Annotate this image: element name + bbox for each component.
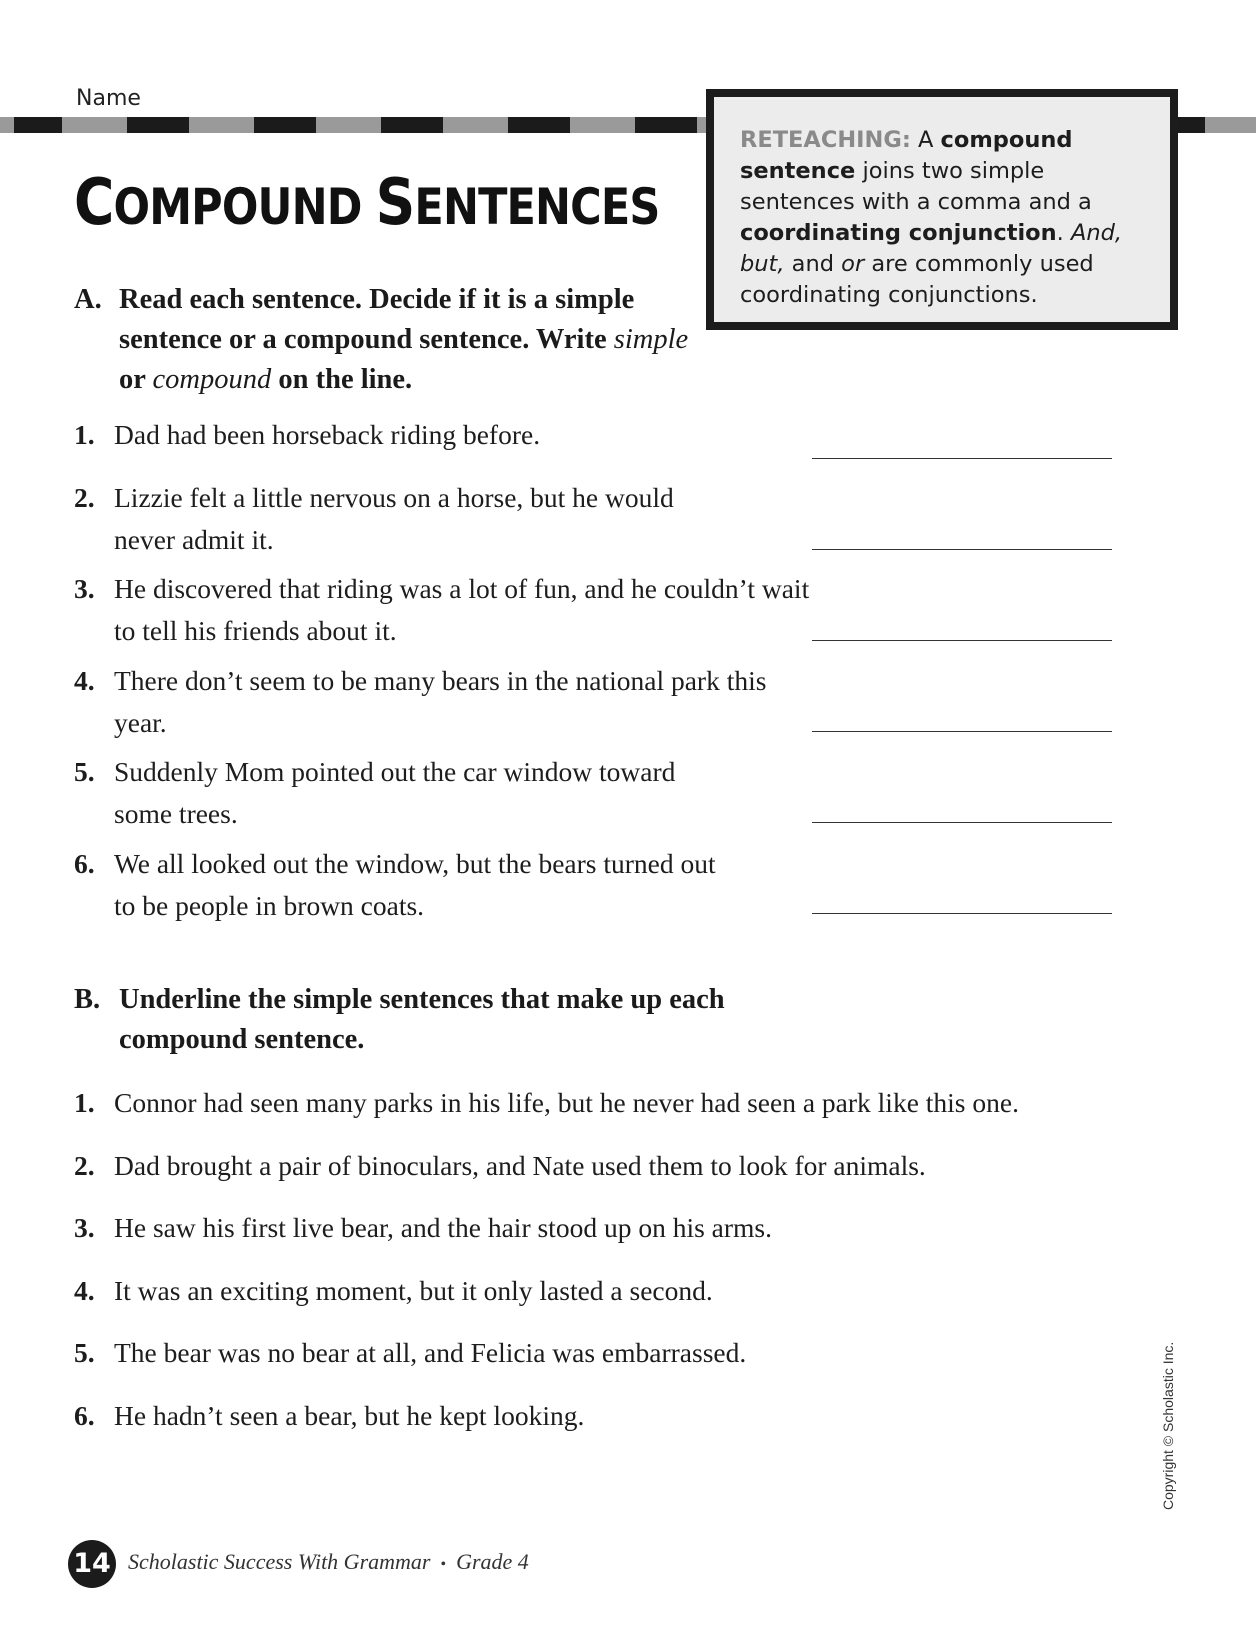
item-text: Dad had been horseback riding before. bbox=[114, 419, 541, 450]
reteaching-text-1: A bbox=[910, 127, 941, 153]
section-a-item bbox=[74, 477, 714, 561]
item-text: There don’t seem to be many bears in the national park this year. bbox=[114, 665, 767, 738]
item-number: 1. bbox=[74, 1087, 95, 1118]
answer-line-2[interactable] bbox=[812, 549, 1112, 550]
answer-line-5[interactable] bbox=[812, 822, 1112, 823]
reteaching-text-3: . bbox=[1056, 220, 1071, 246]
header-stripe-cap bbox=[0, 117, 14, 133]
item-number: 5. bbox=[74, 756, 95, 787]
item-text: Suddenly Mom pointed out the car window toward some trees. bbox=[114, 756, 676, 829]
reteaching-tag: RETEACHING: bbox=[740, 127, 911, 153]
title-rest-1: OMPOUND bbox=[113, 178, 376, 236]
reteaching-term-conjunction: coordinating conjunction bbox=[740, 220, 1057, 246]
reteaching-box bbox=[706, 89, 1178, 330]
item-number: 1. bbox=[74, 419, 95, 450]
title-rest-2: ENTENCES bbox=[414, 178, 660, 236]
item-text[interactable]: Dad brought a pair of binoculars, and Nate used them to look for animals. bbox=[114, 1150, 926, 1181]
reteaching-text-5: are commonly used coordinating conjunctions. bbox=[740, 251, 1094, 308]
section-a-item bbox=[74, 660, 774, 744]
name-label: Name bbox=[76, 86, 141, 111]
item-number: 2. bbox=[74, 482, 95, 513]
item-text[interactable]: Connor had seen many parks in his life, but he never had seen a park like this one. bbox=[114, 1087, 1019, 1118]
footer-grade: Grade 4 bbox=[456, 1549, 529, 1574]
section-a-word-simple: simple bbox=[613, 324, 689, 355]
copyright-notice: Copyright © Scholastic Inc. bbox=[1160, 1341, 1176, 1510]
section-b-item[interactable] bbox=[74, 1083, 1019, 1123]
item-number: 5. bbox=[74, 1337, 95, 1368]
item-number: 2. bbox=[74, 1150, 95, 1181]
footer-bullet: • bbox=[440, 1556, 447, 1573]
item-text[interactable]: It was an exciting moment, but it only lasted a second. bbox=[114, 1275, 713, 1306]
section-a-instructions bbox=[74, 280, 694, 400]
reteaching-text-4: and bbox=[784, 251, 842, 277]
section-b-letter: B. bbox=[74, 984, 101, 1015]
item-number: 6. bbox=[74, 1400, 95, 1431]
page-title bbox=[74, 166, 659, 240]
section-b-item[interactable] bbox=[74, 1146, 926, 1186]
section-a-item bbox=[74, 414, 814, 456]
section-b-instr: Underline the simple sentences that make up each compound sentence. bbox=[119, 984, 725, 1055]
reteaching-examples-1: And, but, bbox=[740, 220, 1123, 277]
section-b-instructions bbox=[74, 980, 834, 1060]
reteaching-text bbox=[714, 97, 1170, 322]
title-initial-2: S bbox=[375, 166, 415, 240]
item-text[interactable]: He saw his first live bear, and the hair stood up on his arms. bbox=[114, 1212, 772, 1243]
section-a-letter: A. bbox=[74, 284, 102, 315]
section-a-instr-1: Read each sentence. Decide if it is a simple sentence or a compound sentence. Write bbox=[119, 284, 635, 355]
section-a-word-compound: compound bbox=[152, 364, 272, 395]
item-text[interactable]: He hadn’t seen a bear, but he kept looking. bbox=[114, 1400, 585, 1431]
reteaching-examples-2: or bbox=[841, 251, 865, 277]
section-b-item[interactable] bbox=[74, 1208, 772, 1248]
section-a-item bbox=[74, 568, 814, 652]
section-b-item[interactable] bbox=[74, 1396, 584, 1436]
title-initial-1: C bbox=[74, 166, 114, 240]
section-a-item bbox=[74, 843, 734, 927]
item-number: 4. bbox=[74, 1275, 95, 1306]
item-text: Lizzie felt a little nervous on a horse, but he would never admit it. bbox=[114, 482, 674, 555]
item-number: 3. bbox=[74, 573, 95, 604]
item-number: 4. bbox=[74, 665, 95, 696]
section-a-item bbox=[74, 751, 734, 835]
item-number: 6. bbox=[74, 848, 95, 879]
section-a-instr-2: on the line. bbox=[271, 364, 413, 395]
item-text: We all looked out the window, but the bears turned out to be people in brown coats. bbox=[114, 848, 716, 921]
footer-book-title: Scholastic Success With Grammar bbox=[128, 1549, 431, 1574]
section-b-item[interactable] bbox=[74, 1271, 713, 1311]
answer-line-3[interactable] bbox=[812, 640, 1112, 641]
item-number: 3. bbox=[74, 1212, 95, 1243]
reteaching-term-compound: compound sentence bbox=[740, 127, 1073, 184]
section-b-item[interactable] bbox=[74, 1333, 746, 1373]
item-text: He discovered that riding was a lot of fun, and he couldn’t wait to tell his friends about it. bbox=[114, 573, 810, 646]
answer-line-4[interactable] bbox=[812, 731, 1112, 732]
section-a-instr-or: or bbox=[119, 364, 153, 395]
answer-line-6[interactable] bbox=[812, 913, 1112, 914]
page-number-badge: 14 bbox=[68, 1540, 116, 1588]
item-text[interactable]: The bear was no bear at all, and Felicia was embarrassed. bbox=[114, 1337, 747, 1368]
reteaching-text-2: joins two simple sentences with a comma and a bbox=[740, 158, 1092, 215]
answer-line-1[interactable] bbox=[812, 458, 1112, 459]
footer bbox=[128, 1549, 529, 1575]
